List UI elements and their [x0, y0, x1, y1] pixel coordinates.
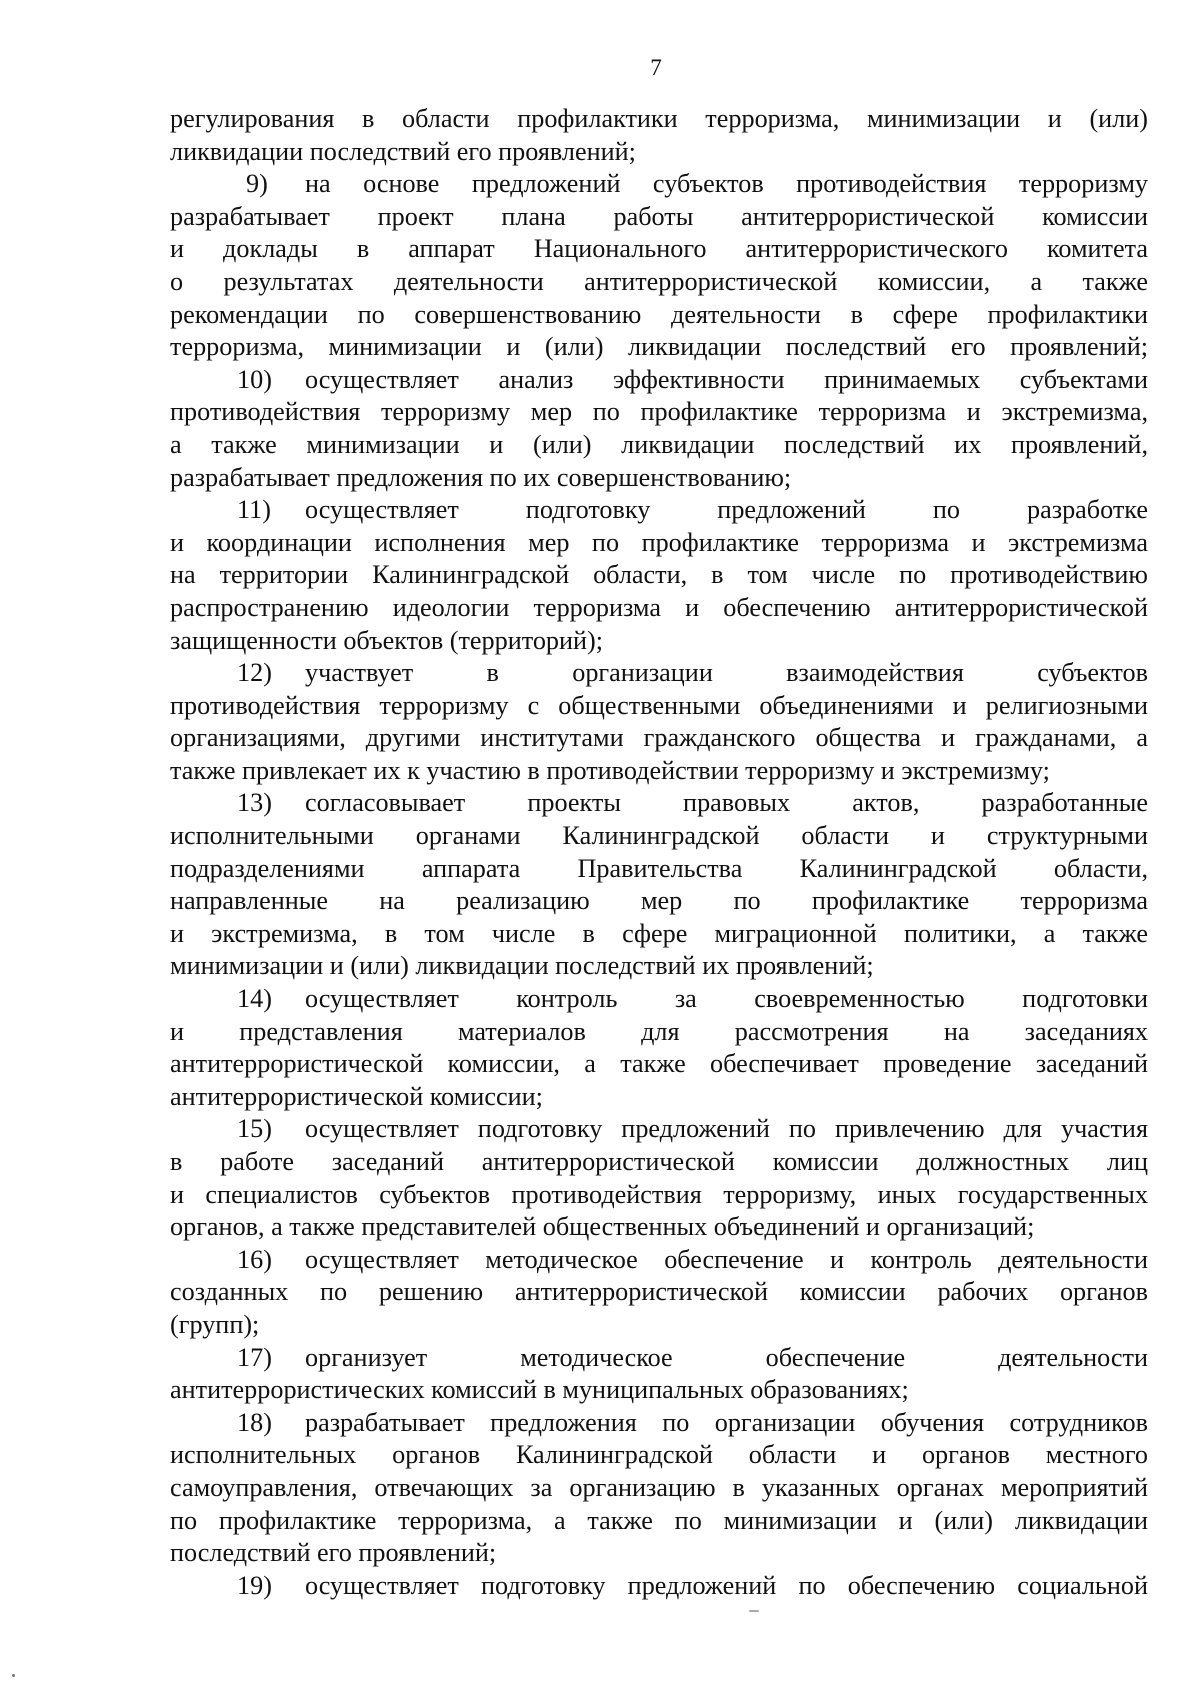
text-line: (групп);: [170, 1309, 260, 1339]
item-number: 13): [237, 788, 272, 818]
item-number: 10): [237, 364, 272, 394]
item-number: 17): [237, 1342, 272, 1372]
text-line: разрабатывает предложения по их совершенствованию;: [170, 462, 792, 492]
text-line: ликвидации последствий его проявлений;: [170, 136, 636, 166]
text-line: также привлекает их к участию в противодействии терроризму и экстремизму;: [170, 755, 1050, 785]
text-line: антитеррористических комиссий в муниципальных образованиях;: [170, 1375, 909, 1405]
list-item-14-first-line: [170, 983, 1148, 1016]
text-line: и экстремизма, в том числе в сфере миграционной политики, а также: [170, 918, 1148, 948]
list-item-15-first-line: [170, 1113, 1148, 1146]
text-line: и координации исполнения мер по профилактике терроризма и экстремизма: [170, 527, 1148, 557]
text-line: подразделениями аппарата Правительства Калининградской области,: [170, 853, 1148, 883]
item-text: на основе предложений субъектов противодействия терроризму: [305, 169, 1148, 199]
item-text: осуществляет контроль за своевременностью подготовки: [305, 984, 1148, 1014]
item-text: разрабатывает предложения по организации обучения сотрудников: [305, 1407, 1148, 1437]
text-line: терроризма, минимизации и (или) ликвидации последствий его проявлений;: [170, 332, 1148, 362]
text-line: рекомендации по совершенствованию деятельности в сфере профилактики: [170, 299, 1148, 329]
text-line: а также минимизации и (или) ликвидации последствий их проявлений,: [170, 429, 1148, 459]
item-text: согласовывает проекты правовых актов, разработанные: [305, 788, 1148, 818]
list-item-17-first-line: [170, 1342, 1148, 1375]
text-line: исполнительных органов Калининградской области и органов местного: [170, 1440, 1148, 1470]
text-line: и доклады в аппарат Национального антитеррористического комитета: [170, 234, 1148, 264]
list-item-11-first-line: [170, 494, 1148, 527]
document-body: [170, 103, 1148, 1602]
text-line: распространению идеологии терроризма и обеспечению антитеррористической: [170, 592, 1148, 622]
text-line: исполнительными органами Калининградской области и структурными: [170, 821, 1148, 851]
item-number: 16): [237, 1244, 272, 1274]
text-line: разрабатывает проект плана работы антитеррористической комиссии: [170, 201, 1148, 231]
list-item-16-first-line: [170, 1244, 1148, 1277]
text-line: созданных по решению антитеррористической комиссии рабочих органов: [170, 1277, 1148, 1307]
item-number: 18): [237, 1407, 272, 1437]
item-text: осуществляет подготовку предложений по привлечению для участия: [305, 1114, 1148, 1144]
item-number: 9): [246, 169, 268, 199]
list-item-9-first-line: [170, 168, 1148, 201]
text-line: органов, а также представителей общественных объединений и организаций;: [170, 1212, 1035, 1242]
item-text: осуществляет подготовку предложений по разработке: [305, 495, 1148, 525]
text-line: и специалистов субъектов противодействия терроризму, иных государственных: [170, 1179, 1148, 1209]
text-line: антитеррористической комиссии, а также обеспечивает проведение заседаний: [170, 1049, 1148, 1079]
text-line: и представления материалов для рассмотрения на заседаниях: [170, 1016, 1148, 1046]
text-line: защищенности объектов (территорий);: [170, 625, 604, 655]
list-item-13-first-line: [170, 787, 1148, 820]
scan-dot: [12, 1674, 15, 1677]
item-text: осуществляет анализ эффективности принимаемых субъектами: [305, 364, 1148, 394]
item-text: организует методическое обеспечение деятельности: [305, 1342, 1148, 1372]
item-number: 11): [237, 495, 271, 525]
list-item-12-first-line: [170, 657, 1148, 690]
text-line: последствий его проявлений;: [170, 1538, 497, 1568]
text-line: антитеррористической комиссии;: [170, 1081, 543, 1111]
text-line: противодействия терроризму с общественными объединениями и религиозными: [170, 690, 1148, 720]
item-text: участвует в организации взаимодействия субъектов: [305, 658, 1148, 688]
text-line: организациями, другими институтами гражданского общества и гражданами, а: [170, 723, 1148, 753]
item-number: 19): [237, 1570, 272, 1600]
item-number: 14): [237, 984, 272, 1014]
text-line: на территории Калининградской области, в том числе по противодействию: [170, 560, 1148, 590]
item-text: осуществляет методическое обеспечение и контроль деятельности: [305, 1244, 1148, 1274]
text-line: противодействия терроризму мер по профилактике терроризма и экстремизма,: [170, 397, 1148, 427]
text-line: о результатах деятельности антитеррористической комиссии, а также: [170, 266, 1148, 296]
text-line: в работе заседаний антитеррористической комиссии должностных лиц: [170, 1147, 1148, 1176]
page-number: 7: [650, 55, 662, 80]
list-item-10-first-line: [170, 364, 1148, 397]
item-number: 15): [237, 1114, 272, 1144]
list-item-18-first-line: [170, 1407, 1148, 1440]
scan-dot: [749, 1610, 759, 1612]
text-line: минимизации и (или) ликвидации последствий их проявлений;: [170, 951, 874, 981]
text-line: направленные на реализацию мер по профилактике терроризма: [170, 886, 1148, 916]
item-number: 12): [237, 658, 272, 688]
item-text: осуществляет подготовку предложений по обеспечению социальной: [305, 1570, 1148, 1600]
text-line: регулирования в области профилактики терроризма, минимизации и (или): [170, 104, 1148, 133]
text-line: самоуправления, отвечающих за организацию в указанных органах мероприятий: [170, 1472, 1148, 1502]
list-item-19-first-line: [170, 1570, 1148, 1603]
text-line: по профилактике терроризма, а также по минимизации и (или) ликвидации: [170, 1505, 1148, 1535]
